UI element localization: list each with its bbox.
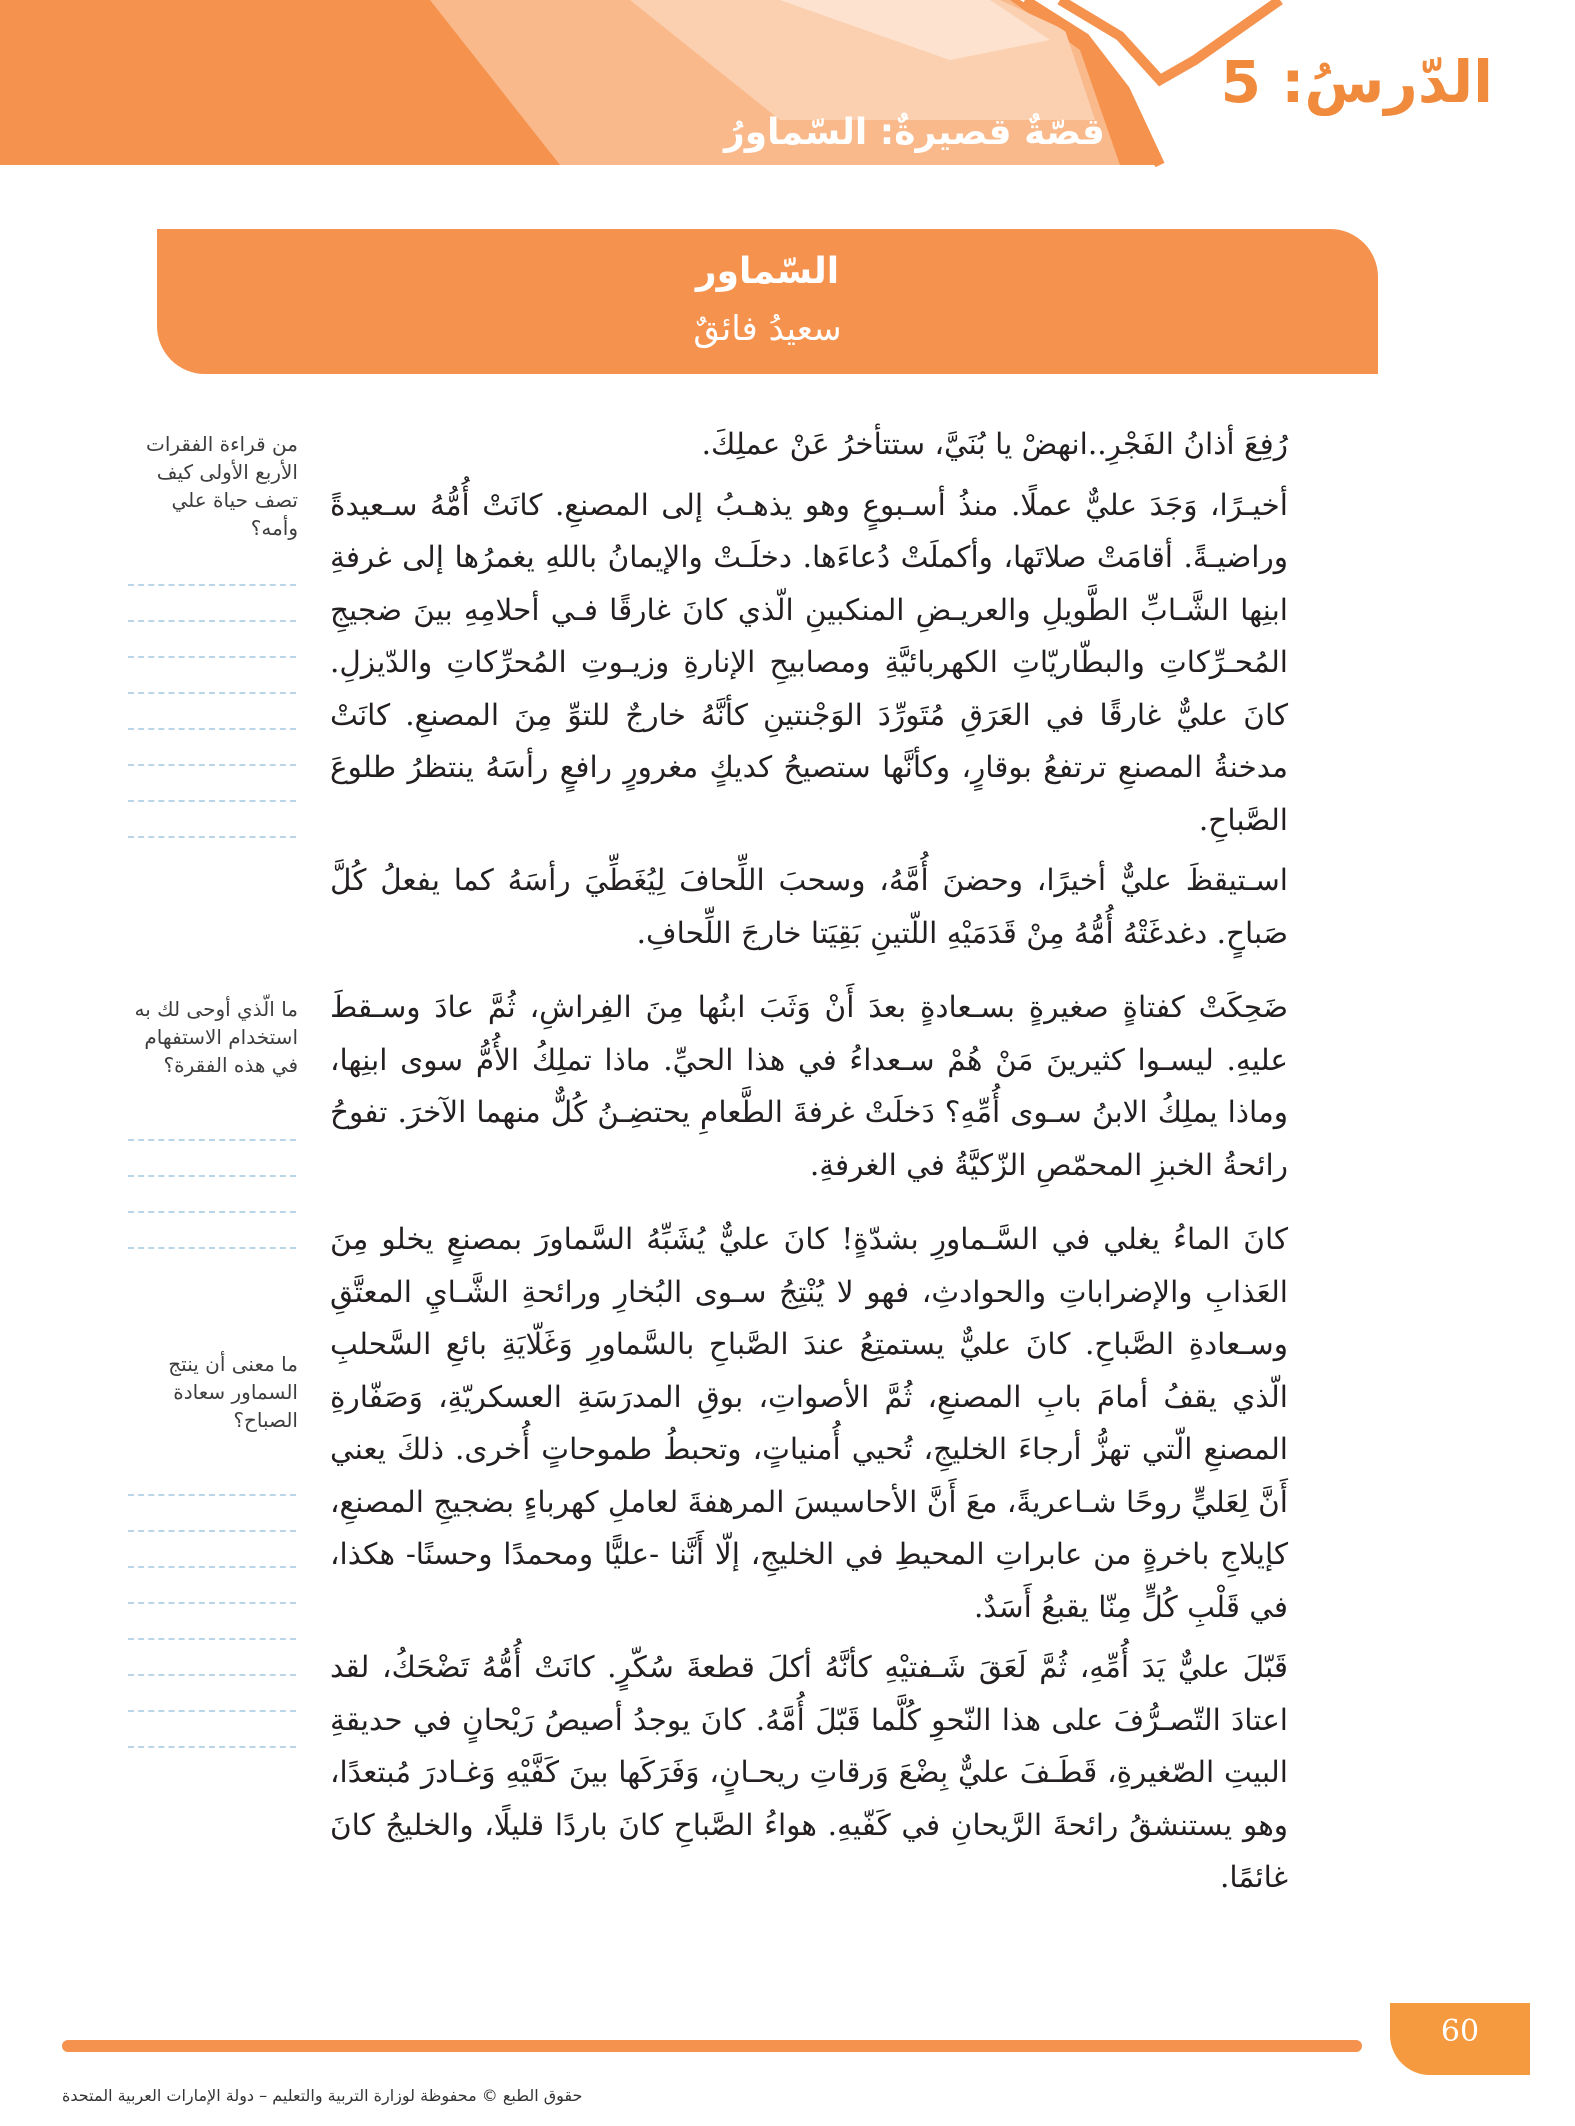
margin-question-2: ما الّذي أوحى لك به استخدام الاستفهام في هذه الفقرة؟ xyxy=(134,997,298,1077)
margin-question-1: من قراءة الفقرات الأربع الأولى كيف تصف حياة علي وأمه؟ xyxy=(146,432,298,540)
story-paragraph: كانَ الماءُ يغلي في السَّـماورِ بشدّةٍ! كانَ عليٌّ يُشَبِّهُ السَّماورَ بمصنعٍ يخلو مِنَ العَذابِ والإضراباتِ والحوادثِ، فهو لا يُنْتِجُ سـوى البُخارِ ورائحةِ الشَّـايِ المعتَّقِ وسـعادةِ الصَّباحِ. كانَ عليٌّ يستمتِعُ عندَ الصَّباحِ بالسَّماورِ وَغَلّايَةِ بائعِ السَّحلبِ الّذي يقفُ أمامَ بابِ المصنعِ، ثُمَّ الأصواتِ، بوقِ المدرَسَةِ العسكريّةِ، وَصَفّارةِ المصنعِ الّتي تهزُّ أرجاءَ الخليجِ، تُحيي أُمنياتٍ، وتحبطُ طموحاتٍ أُخرى. ذلكَ يعني أَنَّ لِعَليٍّ روحًا شـاعريةً، معَ أَنَّ الأحاسيسَ المرهفةَ لعاملِ كهرباءٍ بضجيجِ المصنعِ، كإيلاجِ باخرةٍ من عابراتِ المحيطِ في الخليجِ، إلّا أَنَّنا -عليًّا ومحمدًا وحسنًا- هكذا، في قَلْبِ كُلٍّ مِنّا يقبعُ أَسَدٌ. xyxy=(330,1222,1288,1624)
note-lines-1[interactable] xyxy=(128,550,296,838)
copyright-notice: حقوق الطبع © محفوظة لوزارة التربية والتعليم – دولة الإمارات العربية المتحدة xyxy=(62,2086,583,2105)
page-number: 60 xyxy=(1440,2014,1480,2049)
story-author: سعيدُ فائقٌ xyxy=(693,309,842,349)
note-lines-2[interactable] xyxy=(128,1105,296,1249)
footer-bar xyxy=(62,2040,1362,2052)
lesson-subtitle: قصّةٌ قصيرةٌ: السّماورُ xyxy=(724,112,1105,153)
lesson-title: الدّرسُ: 5 xyxy=(1220,48,1493,116)
story-body xyxy=(330,418,1288,1912)
story-paragraph: ضَحِكَتْ كفتاةٍ صغيرةٍ بسـعادةٍ بعدَ أَنْ وَثَبَ ابنُها مِنَ الفِراشِ، ثُمَّ عادَ وسـقطَ عليهِ. ليسـوا كثيرينَ مَنْ هُمْ سـعداءُ في هذا الحيِّ. ماذا تملِكُ الأُمُّ سوى ابنِها، وماذا يملِكُ الابنُ سـوى أُمِّهِ؟ دَخلَتْ غرفةَ الطَّعامِ يحتضِـنُ كُلٌّ منهما الآخرَ. تفوحُ رائحةُ الخبزِ المحمّصِ الزّكيَّةُ في الغرفةِ. xyxy=(330,990,1288,1182)
story-banner xyxy=(157,229,1378,374)
story-paragraph: رُفِعَ أذانُ الفَجْرِ..انهضْ يا بُنَيَّ، ستتأخرُ عَنْ عملِكَ. xyxy=(701,427,1288,461)
story-paragraph: أخيـرًا، وَجَدَ عليٌّ عملًا. منذُ أسـبوعٍ وهو يذهـبُ إلى المصنعِ. كانَتْ أُمُّهُ سـعيدةً وراضيـةً. أقامَتْ صلاتَها، وأكملَتْ دُعاءَها. دخلَـتْ والإيمانُ باللهِ يغمرُها إلى غرفةِ ابنِها الشَّـابِّ الطَّويلِ والعريـضِ المنكبينِ الّذي كانَ غارقًا فـي أحلامِهِ بينَ ضجيجِ المُحـرِّكاتِ والبطّاريّاتِ الكهربائيَّةِ ومصابيحِ الإنارةِ وزيـوتِ المُحرِّكاتِ والدّيزلِ. كانَ عليٌّ غارقًا في العَرَقِ مُتَورِّدَ الوَجْنتينِ كأنَّهُ خارجٌ للتوِّ مِنَ المصنعِ. كانَتْ مدخنةُ المصنعِ ترتفعُ بوقارٍ، وكأنَّها ستصيحُ كديكٍ مغرورٍ رافعٍ رأسَهُ ينتظرُ طلوعَ الصَّباحِ. xyxy=(330,487,1288,837)
story-title: السّماور xyxy=(695,251,840,292)
note-lines-3[interactable] xyxy=(128,1460,296,1748)
margin-question-3: ما معنى أن ينتج السماور سعادة الصباح؟ xyxy=(168,1352,298,1432)
story-paragraph: اسـتيقظَ عليٌّ أخيرًا، وحضنَ أُمَّهُ، وسحبَ اللِّحافَ لِيُغَطِّيَ رأسَهُ كما يفعلُ كُلَّ صَباحٍ. دغدغَتْهُ أُمُّهُ مِنْ قَدَمَيْهِ اللّتينِ بَقِيَتا خارجَ اللِّحافِ. xyxy=(330,863,1288,950)
story-paragraph: قَبّلَ عليٌّ يَدَ أُمِّهِ، ثُمَّ لَعَقَ شَـفتيْهِ كأنَّهُ أكلَ قطعةَ سُكّرٍ. كانَتْ أُمُّهُ تَضْحَكُ، لقد اعتادَ التّصـرُّفَ على هذا النّحوِ كُلَّما قَبّلَ أُمَّهُ. كانَ يوجدُ أصيصُ رَيْحانٍ في حديقةِ البيتِ الصّغيرةِ، قَطَـفَ عليٌّ بِضْعَ وَرقاتِ ريحـانٍ، وَفَرَكَها بينَ كَفَّيْهِ وَغـادرَ مُبتعدًا، وهو يستنشقُ رائحةَ الرَّيحانِ في كَفّيهِ. هواءُ الصَّباحِ كانَ باردًا قليلًا، والخليجُ كانَ غائمًا. xyxy=(330,1650,1288,1894)
